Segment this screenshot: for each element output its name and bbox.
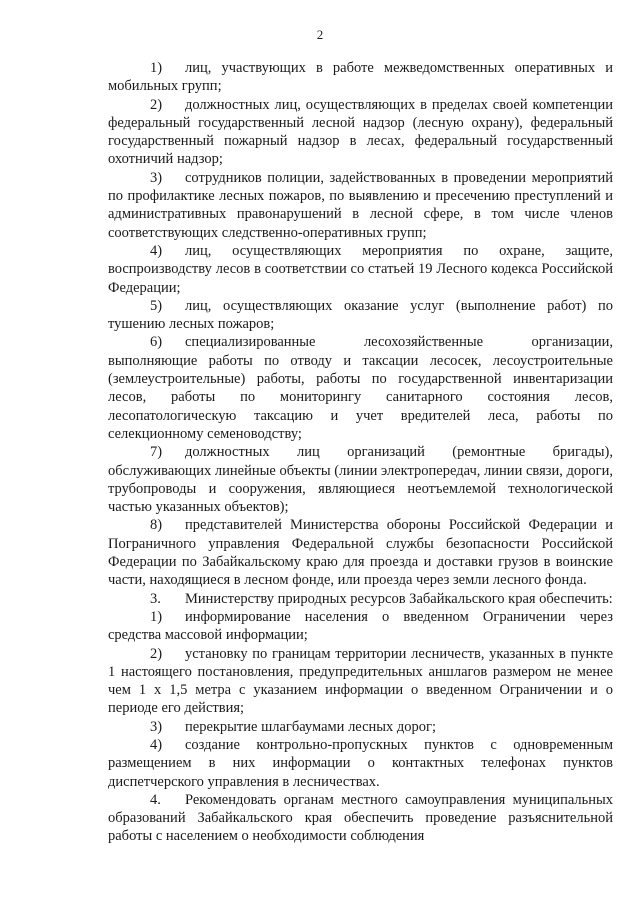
page-number: 2 — [316, 27, 324, 42]
paragraph-text: представителей Министерства обороны Российской Федерации и Пограничного управления Федеральной службы безопасности Российской Федерации по Забайкальскому краю для проезда и доставки грузов в воинские части, находящиеся в лесном фонде, или проезда через земли лесного фонда. — [108, 517, 613, 589]
paragraph — [108, 169, 613, 242]
item-number: 6) — [150, 334, 163, 351]
paragraph-text: установку по границам территории лесничеств, указанных в пункте 1 настоящего постановления, предупредительных аншлагов размером не менее чем 1 х 1,5 метра с указанием информации о введенном Ограничении и о периоде его действия; — [108, 645, 613, 717]
paragraph — [108, 242, 613, 297]
paragraph-text: лиц, участвующих в работе межведомственных оперативных и мобильных групп; — [108, 60, 613, 95]
paragraph — [108, 718, 613, 736]
item-number: 2) — [150, 645, 163, 662]
document-body — [108, 59, 613, 846]
item-number: 3. — [150, 590, 161, 607]
paragraph — [108, 333, 613, 443]
paragraph — [108, 608, 613, 645]
paragraph — [108, 96, 613, 169]
item-number: 4) — [150, 736, 163, 753]
item-number: 3) — [150, 718, 163, 735]
paragraph-text: Министерству природных ресурсов Забайкальского края обеспечить: — [185, 590, 613, 607]
paragraph-text: лиц, осуществляющих мероприятия по охране, защите, воспроизводству лесов в соответствии со статьей 19 Лесного кодекса Российской Федерации; — [108, 242, 613, 296]
paragraph-text: перекрытие шлагбаумами лесных дорог; — [185, 718, 437, 735]
item-number: 4. — [150, 791, 161, 808]
paragraph — [108, 516, 613, 589]
paragraph — [108, 590, 613, 608]
paragraph — [108, 791, 613, 846]
item-number: 1) — [150, 60, 163, 76]
paragraph-text: создание контрольно-пропускных пунктов с одновременным размещением в них информации о контактных телефонах пунктов диспетчерского управления в лесничествах. — [108, 736, 613, 790]
paragraph-text: сотрудников полиции, задействованных в проведении мероприятий по профилактике лесных пожаров, по выявлению и пресечению преступлений и административных правонарушений в лесной сфере, в том числе членов соответствующих следственно-оперативных групп; — [108, 169, 613, 241]
paragraph-text: лиц, осуществляющих оказание услуг (выполнение работ) по тушению лесных пожаров; — [108, 297, 613, 333]
item-number: 3) — [150, 169, 163, 186]
paragraph — [108, 736, 613, 791]
paragraph-text: должностных лиц организаций (ремонтные бригады), обслуживающих линейные объекты (линии электропередач, линии связи, дороги, трубопроводы и сооружения, являющиеся неотъемлемой технологической частью указанных объектов); — [108, 444, 613, 516]
paragraph-text: информирование населения о введенном Ограничении через средства массовой информации; — [108, 608, 613, 644]
item-number: 1) — [150, 608, 163, 625]
paragraph — [108, 59, 613, 96]
paragraph-text: должностных лиц, осуществляющих в пределах своей компетенции федеральный государственный лесной надзор (лесную охрану), федеральный государственный пожарный надзор в лесах, федеральный государственный охотничий надзор; — [108, 96, 613, 168]
paragraph — [108, 297, 613, 334]
item-number: 7) — [150, 444, 163, 461]
item-number: 4) — [150, 242, 163, 259]
paragraph — [108, 443, 613, 516]
paragraph-text: Рекомендовать органам местного самоуправления муниципальных образований Забайкальского края обеспечить проведение разъяснительной работы с населением о необходимости соблюдения — [108, 791, 613, 845]
paragraph — [108, 645, 613, 718]
item-number: 5) — [150, 297, 163, 314]
paragraph-text: специализированные лесохозяйственные организации, выполняющие работы по отводу и таксации лесосек, лесоустроительные (землеустроительные) работы, работы по государственной инвентаризации лесов, работы по мониторингу санитарного состояния лесов, лесопатологическую таксацию и учет вредителей леса, работы по селекционному семеноводству; — [108, 334, 613, 442]
item-number: 2) — [150, 96, 163, 113]
item-number: 8) — [150, 517, 163, 534]
